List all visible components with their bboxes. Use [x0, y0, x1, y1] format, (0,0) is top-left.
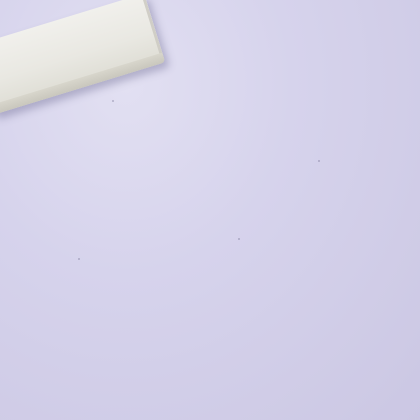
- surface-speck: [318, 160, 320, 162]
- surface-speck: [78, 258, 80, 260]
- surface-speck: [238, 238, 240, 240]
- surface-speck: [112, 100, 114, 102]
- eraser-object: [0, 0, 165, 115]
